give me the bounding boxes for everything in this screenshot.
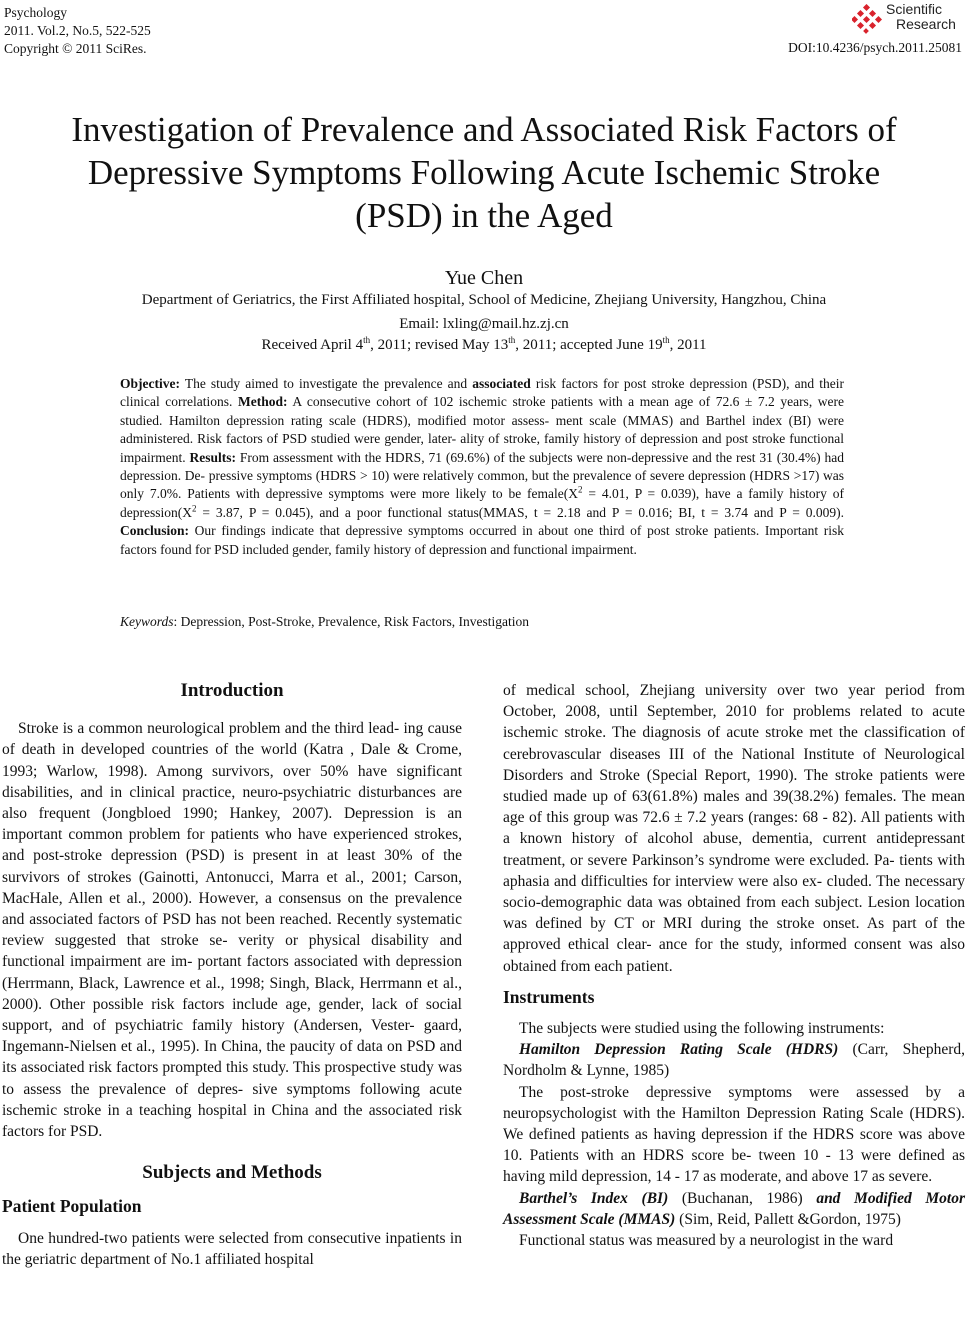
paper-title: Investigation of Prevalence and Associated Risk Factors of Depressive Symptoms Following Acute Ischemic Stroke (PSD) in the Aged — [71, 110, 897, 235]
keywords: Keywords: Depression, Post-Stroke, Prevalence, Risk Factors, Investigation — [120, 614, 529, 629]
introduction-heading: Introduction — [180, 680, 284, 701]
population-paragraph: One hundred-two patients were selected from consecutive inpatients in the geriatric department of No.1 affiliated hospital — [2, 1229, 462, 1268]
patient-population-heading: Patient Population — [2, 1196, 142, 1217]
introduction-paragraph: Stroke is a common neurological problem and the third lead- ing cause of death in developed countries of the world (Katra , Dale & Crome, 1993; Warlow, 1998). Among survivors, over 50% have significant disabilities, and in clinical practice, neuro-psychiatric disturbances are also frequent (Jongbloed 1990; Hankey, 2007). Depression is an important common problem for patients who have experienced strokes, and post-stroke depression (PSD) is present in at least 30% of the survivors of strokes (Gainotti, Antonucci, Marra et al., 2001; Carson, MacHale, Allen et al., 2000). However, a consensus on the prevalence and associated factors of PSD has not been reached. Recently systematic review suggested that stroke se- verity or physical disability and functional impairment are im- portant factors associated with depression (Herrmann, Black, Lawrence et al., 1998; Singh, Black, Herrmann et al., 2000). Other possible risk factors include age, gender, lack of social support, and of psychiatric family history (Andersen, Vester- gaard, Ingemann-Nielsen et al., 1995). In China, the paucity of data on PSD and its associated risk factors prompted this study. This prospective study was to assess the prevalence of depres- sive symptoms following acute ischemic stroke in a teaching hospital in China and the associated risk factors for PSD. — [2, 720, 462, 1141]
abstract: Objective: The study aimed to investigate the prevalence and associated risk factors for post stroke depression (PSD), and their clinical correlations. Method: A consecutive cohort of 102 ischemic stroke patients with a mean age of 72.6 ± 7.2 years, were studied. Hamilton depression rating scale (HDRS), modified motor assess- ment scale (MMAS) and Barthel index (BI) were administered. Risk factors of PSD studied were gender, later- ality of stroke, family history of depression and post stroke functional impairment. Results: From assessment with the HDRS, 71 (69.6%) of the subjects were non-depressive and the rest 31 (30.4%) had depression. De- pressive symptoms (HDRS > 10) were relatively common, but the prevalence of severe depression (HDRS >17) was only 7.0%. Patients with depressive symptoms were more likely to be $female(X^2 = 4.01$, P = 0.039), have a family history of $depression(X^2 = 3.87$, P = 0.045), and a poor functional status(MMAS, t = 2.18 and P = 0.016; BI, t = 3.74 and P = 0.009). Conclusion: Our findings indicate that depressive symptoms occurred in about one third of post stroke patients. Important risk factors found for PSD included gender, family history of depression and functional impairment. — [120, 376, 844, 557]
bi-mmas-entry: Barthel’s Index (BI) (Buchanan, 1986) and Modified Motor Assessment Scale (MMAS) (Sim, Reid, Pallett &Gordon, 1975) — [503, 1189, 965, 1228]
scientific-research-logo-icon — [852, 4, 882, 34]
journal-name: Psychology — [4, 5, 68, 20]
functional-paragraph: Functional status was measured by a neurologist in the ward — [519, 1232, 894, 1250]
journal-header — [4, 4, 151, 58]
doi: DOI:10.4236/psych.2011.25081 — [788, 40, 962, 55]
publisher-logo — [852, 2, 962, 36]
instruments-intro: The subjects were studied using the following instruments: — [519, 1020, 885, 1038]
affiliation: Department of Geriatrics, the First Affiliated hospital, School of Medicine, Zhejiang University, Hangzhou, China — [141, 292, 827, 308]
instruments-heading: Instruments — [503, 986, 595, 1007]
population-continued: of medical school, Zhejiang university over two year period from October, 2008, until September, 2010 for problems related to acute ischemic stroke. The diagnosis of acute stroke met the classification of cerebrovascular diseases III of the National Institute of Neurological Disorders and Stroke (Special Report, 1990). The stroke patients were studied made up of 63(61.8%) males and 39(38.2%) females. The mean age of this group was 72.6 ± 7.2 years (ranges: 68 - 82). All patients with a known history of alcohol abuse, dementia, current antidepressant treatment, or severe Parkinson’s syndrome were excluded. Pa- tients with aphasia and difficulties for interview were also ex- cluded. The necessary socio-demographic data was obtained from each subject. Lesion location was defined by CT or MRI during the stroke onset. As part of the approved ethical clear- ance for the study, informed consent was also obtained from each patient. — [503, 682, 965, 975]
left-column — [2, 680, 462, 1270]
author-name: Yue Chen — [444, 267, 524, 289]
email: Email: lxling@mail.hz.zj.cn — [399, 316, 569, 332]
journal-copyright: Copyright © 2011 SciRes. — [4, 41, 147, 56]
journal-volume: 2011. Vol.2, No.5, 522-525 — [4, 23, 151, 38]
hdrs-paragraph: The post-stroke depressive symptoms were assessed by a neuropsychologist with the Hamilton Depression Rating Scale (HDRS). We defined patients as having depression if the HDRS score was above 10. Patients with an HDRS score be- tween 10 - 13 were defined as having mild depression, 14 - 17 as moderate, and above 17 as severe. — [503, 1083, 965, 1186]
hdrs-entry: Hamilton Depression Rating Scale (HDRS) (Carr, Shepherd, Nordholm & Lynne, 1985) — [503, 1041, 965, 1080]
subjects-methods-heading: Subjects and Methods — [142, 1162, 322, 1184]
right-column — [503, 680, 965, 1251]
received-dates: Received April 4th, 2011; revised May 13th, 2011; accepted June 19th, 2011 — [261, 335, 707, 353]
publisher-name: Scientific Research — [886, 1, 956, 32]
